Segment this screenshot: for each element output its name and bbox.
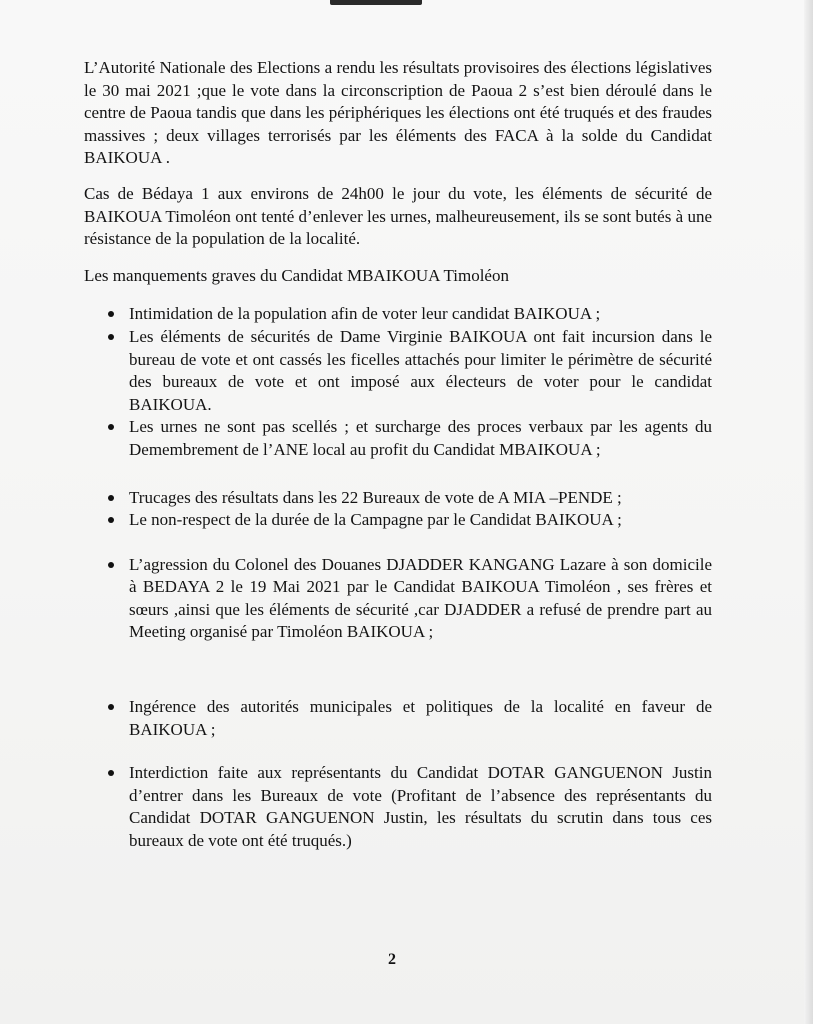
paragraph-intro: L’Autorité Nationale des Elections a rendu les résultats provisoires des élections législatives le 30 mai 2021 ;que le vote dans la circonscription de Paoua 2 s’est bien déroulé dans le centre de Paoua tandis que dans les périphériques les élections ont été truqués et des fraudes massives ; deux villages terrorisés par les éléments des FACA à la solde du Candidat BAIKOUA .: [84, 58, 712, 168]
document-body: [84, 57, 712, 853]
bullet-dot-icon: [108, 334, 114, 340]
list-item: [84, 762, 712, 852]
list-item: [84, 303, 712, 326]
bullet-dot-icon: [108, 495, 114, 501]
bullet-dot-icon: [108, 424, 114, 430]
list-item-text: Ingérence des autorités municipales et politiques de la localité en faveur de BAIKOUA ;: [129, 697, 712, 739]
list-item: [84, 487, 712, 510]
list-item: [84, 509, 712, 532]
list-item-text: Les urnes ne sont pas scellés ; et surcharge des proces verbaux par les agents du Demembrement de l’ANE local au profit du Candidat MBAIKOUA ;: [129, 417, 712, 459]
bullet-dot-icon: [108, 770, 114, 776]
list-item-text: Le non-respect de la durée de la Campagne par le Candidat BAIKOUA ;: [129, 510, 622, 530]
list-item-text: Les éléments de sécurités de Dame Virginie BAIKOUA ont fait incursion dans le bureau de vote et ont cassés les ficelles attachés pour limiter le périmètre de sécurité des bureaux de vote et ont imposé aux électeurs de voter pour le candidat BAIKOUA.: [129, 326, 712, 414]
paragraph-bedaya: Cas de Bédaya 1 aux environs de 24h00 le jour du vote, les éléments de sécurité de BAIKOUA Timoléon ont tenté d’enlever les urnes, malheureusement, ils se sont butés à une résistance de la population de la localité.: [84, 183, 712, 249]
list-item: [84, 554, 712, 644]
bullet-dot-icon: [108, 311, 114, 317]
list-item: [84, 326, 712, 416]
page-edge-shadow: [804, 0, 813, 1024]
bullet-dot-icon: [108, 704, 114, 710]
bullet-dot-icon: [108, 562, 114, 568]
manquements-list: [84, 303, 712, 852]
list-item-text: Intimidation de la population afin de voter leur candidat BAIKOUA ;: [129, 304, 601, 324]
bullet-dot-icon: [108, 517, 114, 523]
top-edge-mark: [330, 0, 422, 5]
list-item-text: Interdiction faite aux représentants du Candidat DOTAR GANGUENON Justin d’entrer dans les Bureaux de vote (Profitant de l’absence des représentants du Candidat DOTAR GANGUENON Justin, les résultats du scrutin dans tous ces bureaux de vote ont été truqués.): [129, 763, 712, 851]
list-item-text: L’agression du Colonel des Douanes DJADDER KANGANG Lazare à son domicile à BEDAYA 2 le 19 Mai 2021 par le Candidat BAIKOUA Timoléon , ses frères et sœurs ,ainsi que les éléments de sécurité ,car DJADDER a refusé de prendre part au Meeting organisé par Timoléon BAIKOUA ;: [129, 554, 712, 642]
list-item: [84, 416, 712, 461]
paragraph-heading-manquements: Les manquements graves du Candidat MBAIKOUA Timoléon: [84, 265, 509, 285]
page-number: 2: [388, 951, 396, 968]
list-item-text: Trucages des résultats dans les 22 Bureaux de vote de A MIA –PENDE ;: [129, 487, 622, 507]
list-item: [84, 696, 712, 741]
